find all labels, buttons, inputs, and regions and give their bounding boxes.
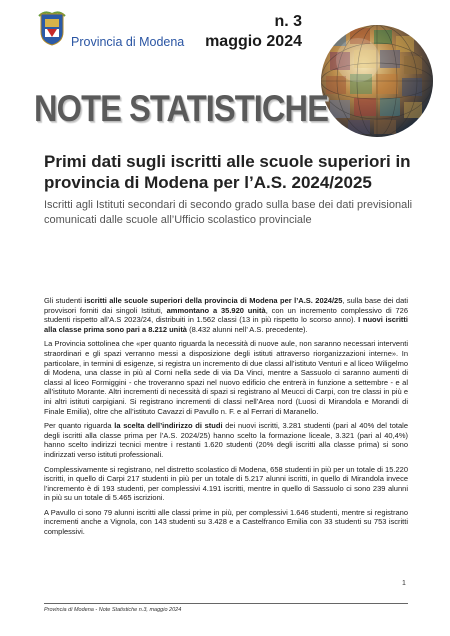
paragraph: La Provincia sottolinea che «per quanto riguarda la necessità di nuove aule, non saranno necessari interventi straordinari e gli spazi verranno messi a disposizione degli istituti attraverso riorganizzazioni interne». In particolare, in termini di esigenze, si registra un incremento di due classi all’istituto Venturi e al liceo Wiligelmo di Modena, una classe in più al Corni nella sede di via Da Vinci, mentre a Sassuolo ci saranno aumenti di classi al liceo Formiggini - che troveranno spazi nel nuovo edificio che entrerà in funzione a settembre - e al all’istituto Morante. Altri incrementi di necessità di spazi si registrano al Meucci di Carpi, con tre classi in più e ini altri istituti carpigiani. Si registrano incrementi di classi nell’Area nord (Luosi di Mirandola e Morandi di Finale Emilia), oltre che all’istituto Cavazzi di Pavullo n. F. e al Ferrari di Maranello. <box>44 339 408 416</box>
article-title: Primi dati sugli iscritti alle scuole superiori in provincia di Modena per l’A.S. 2024/2025 <box>44 152 411 192</box>
footer-text: Provincia di Modena - Note Statistiche n.3, maggio 2024 <box>44 607 182 613</box>
paragraph: A Pavullo ci sono 79 alunni iscritti alle classi prime in più, per complessivi 1.646 studenti, mentre si registrano incrementi anche a Vignola, con 143 studenti su 3.428 e a Castelfranco Emilia con 33 studenti su 753 iscritti complessivi. <box>44 507 408 537</box>
photo-mosaic-globe-icon <box>318 22 436 140</box>
header <box>0 0 450 150</box>
issue-info <box>205 12 302 52</box>
page-number: 1 <box>402 580 406 587</box>
paragraph: Gli studenti iscritti alle scuole superiori della provincia di Modena per l’A.S. 2024/25, sulla base dei dati provvisori forniti dai singoli Istituti, ammontano a 35.920 unità, con un incremento complessivo di 726 studenti rispetto all’A.S 2023/24, distribuiti in 1.562 classi (13 in più rispetto lo scorso anno). I nuovi iscritti alla classe prima sono pari a 8.212 unità (8.432 alunni nell’ A.S. precedente). <box>44 296 408 334</box>
banner-title: NOTE STATISTICHE <box>34 88 329 129</box>
article-body <box>44 296 408 542</box>
article-subtitle: Iscritti agli Istituti secondari di secondo grado sulla base dei dati previsionali comunicati dalle scuole all’Ufficio scolastico provinciale <box>44 199 413 226</box>
issue-date: maggio 2024 <box>205 33 302 50</box>
paragraph: Per quanto riguarda la scelta dell’indirizzo di studi dei nuovi iscritti, 3.281 studenti (pari al 40% del totale degli iscritti alla classe prima per l’A.S. 2024/25) hanno scelto la formazione liceale, 3.321 (pari al 40,4%) hanno scelto indirizzi tecnici mentre i restanti 1.620 studenti (20% degli iscritti alla classe prima) si sono indirizzati verso istituti professionali. <box>44 421 408 459</box>
provincia-di-modena-crest-icon <box>37 10 67 46</box>
organization-name: Provincia di Modena <box>71 35 185 49</box>
issue-number: n. 3 <box>274 13 302 30</box>
paragraph: Complessivamente si registrano, nel distretto scolastico di Modena, 658 studenti in più per un totale di 15.220 iscritti, in quello di Carpi 217 studenti in più per un totale di 5.217 alunni iscritti, in quello di Mirandola invece l’incremento è di 193 studenti, per complessivi 4.191 iscritti, mentre in quello di Sassuolo ci sono 239 alunni in più su un totale di 5.465 iscrizioni. <box>44 464 408 503</box>
footer-divider <box>44 603 408 604</box>
